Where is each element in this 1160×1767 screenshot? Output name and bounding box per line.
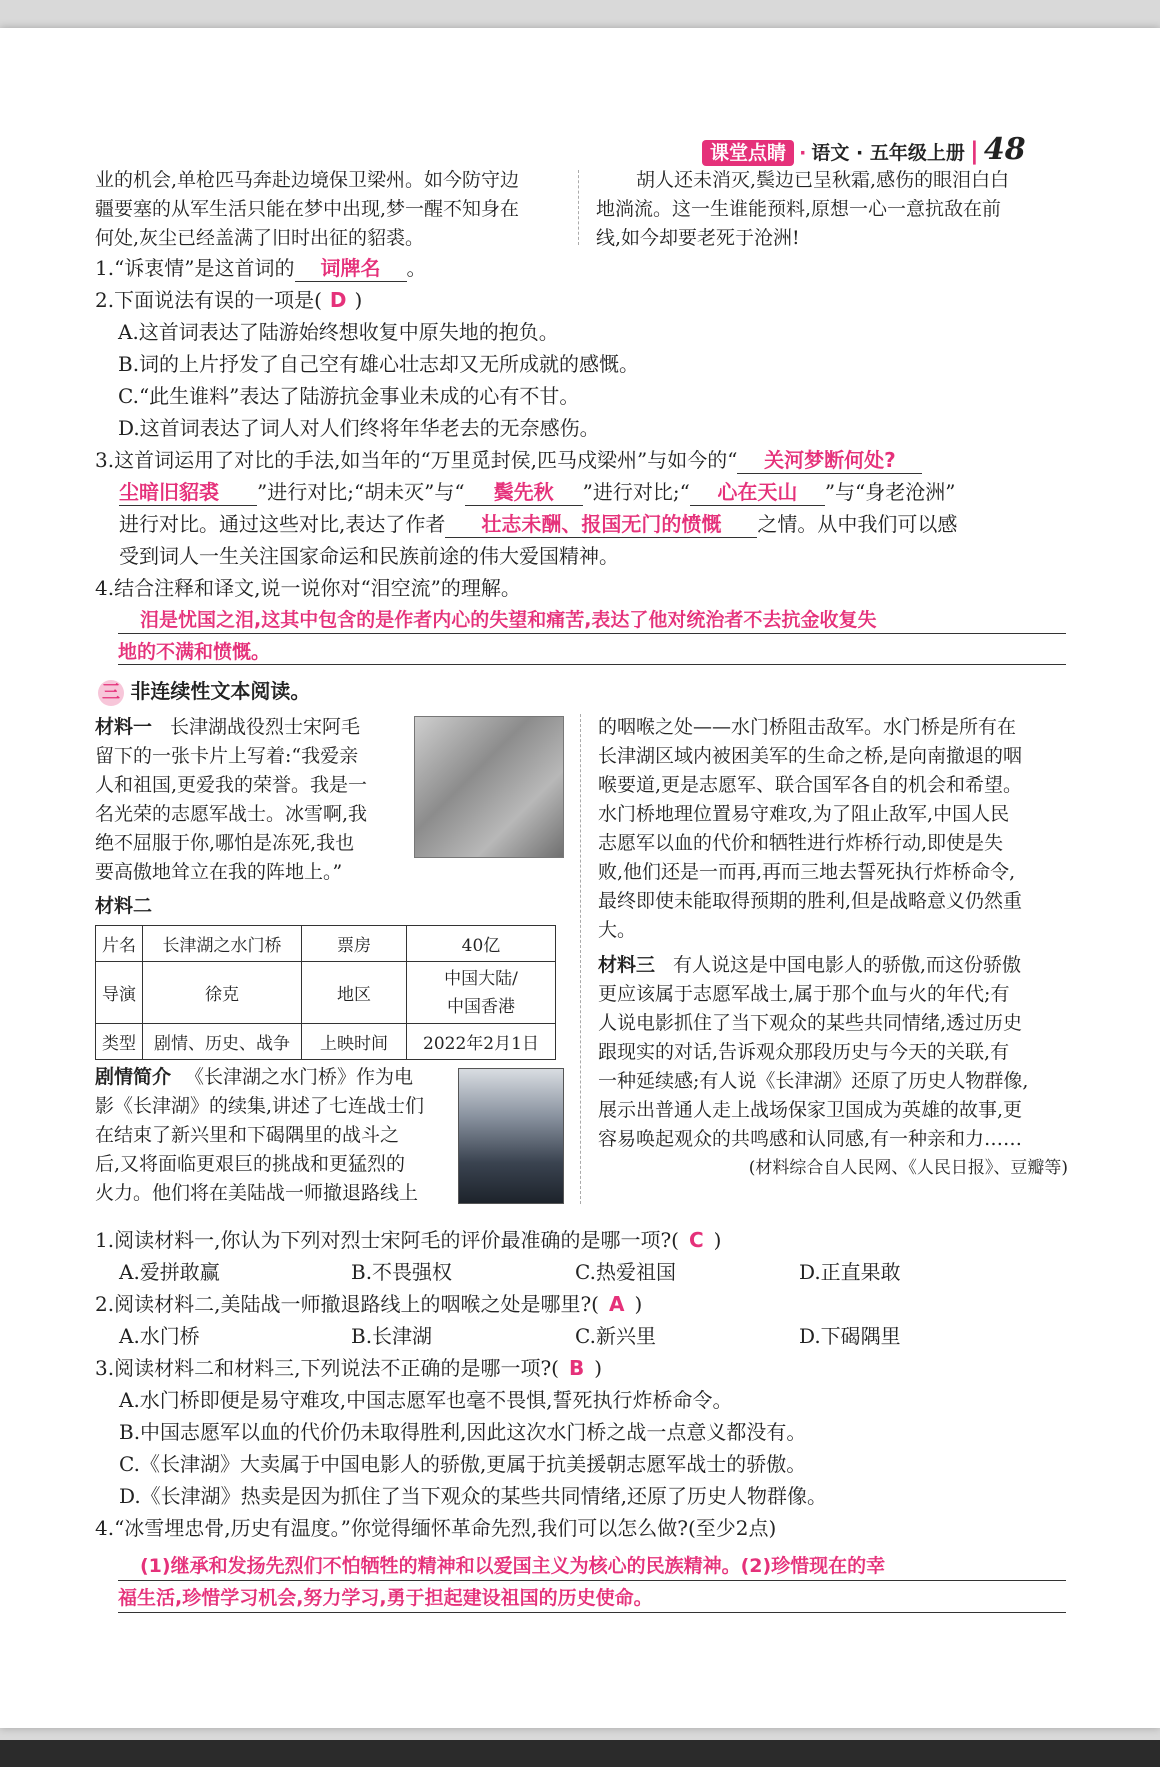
text-line: 地淌流。这一生谁能预料,原想一心一意抗敌在前 bbox=[596, 198, 1002, 220]
option-d: D.这首词表达了词人对人们终将年华老去的无奈感伤。 bbox=[118, 416, 600, 440]
option-b: B.词的上片抒发了自己空有雄心壮志却又无所成就的感慨。 bbox=[118, 352, 640, 376]
section-title: 非连续性文本阅读。 bbox=[130, 679, 311, 703]
option-b: B.长津湖 bbox=[351, 1324, 433, 1348]
option-d: D.正直果敢 bbox=[799, 1260, 901, 1284]
text-line: 《长津湖之水门桥》作为电 bbox=[185, 1066, 414, 1088]
text-line: 影《长津湖》的续集,讲述了七连战士们 bbox=[95, 1095, 425, 1117]
question-text: 3.这首词运用了对比的手法,如当年的“万里觅封侯,匹马戍梁州”与如今的“ bbox=[95, 448, 738, 472]
table-cell: 2022年2月1日 bbox=[407, 1024, 556, 1060]
question-text: 。 bbox=[406, 256, 427, 280]
question-text: ) bbox=[594, 1356, 603, 1380]
answer-line: 地的不满和愤慨。 bbox=[118, 641, 271, 663]
text-line: 展示出普通人走上战场保家卫国成为英雄的故事,更 bbox=[598, 1099, 1023, 1121]
option-b: B.不畏强权 bbox=[351, 1260, 453, 1284]
answer-blank bbox=[737, 447, 922, 474]
question-4 bbox=[95, 572, 521, 604]
text-line: 跟现实的对话,告诉观众那段历史与今天的关联,有 bbox=[598, 1041, 1010, 1063]
option-a: A.水门桥 bbox=[119, 1324, 200, 1348]
text-line: 疆要塞的从军生活只能在梦中出现,梦一醒不知身在 bbox=[95, 198, 520, 220]
table-cell: 徐克 bbox=[143, 962, 302, 1024]
question-text: ) bbox=[634, 1292, 643, 1316]
text-line: 人和祖国,更爱我的荣誉。我是一 bbox=[95, 774, 368, 796]
answer-text: A bbox=[608, 1292, 625, 1316]
text-line: 后,又将面临更艰巨的挑战和更猛烈的 bbox=[95, 1153, 406, 1175]
answer-line: 福生活,珍惜学习机会,努力学习,勇于担起建设祖国的历史使命。 bbox=[118, 1587, 653, 1609]
question-1-options bbox=[95, 1256, 1075, 1288]
answer-text: D bbox=[329, 288, 347, 312]
table-cell: 地区 bbox=[302, 962, 407, 1024]
question-text: 3.阅读材料二和材料三,下列说法不正确的是哪一项?( bbox=[95, 1356, 559, 1380]
table-cell: 长津湖之水门桥 bbox=[143, 926, 302, 962]
film-info-table bbox=[95, 925, 556, 1060]
cell-line: 中国香港 bbox=[447, 996, 515, 1017]
text-line: 败,他们还是一而再,再而三地去誓死执行炸桥命令, bbox=[598, 861, 1016, 883]
answer-text: 词牌名 bbox=[320, 256, 381, 280]
plot-summary bbox=[95, 1063, 455, 1208]
answer-text: 尘暗旧貂裘 bbox=[119, 480, 219, 504]
question-2-options bbox=[118, 316, 639, 444]
table-cell: 片名 bbox=[96, 926, 143, 962]
material-label: 材料三 bbox=[598, 954, 656, 976]
question-text: 2.下面说法有误的一项是( bbox=[95, 288, 322, 312]
page-number: 48 bbox=[983, 132, 1026, 167]
plot-label: 剧情简介 bbox=[95, 1066, 172, 1088]
question-3 bbox=[95, 444, 1075, 572]
question-1 bbox=[95, 252, 427, 284]
poem-left-column bbox=[95, 166, 575, 253]
text-line: 业的机会,单枪匹马奔赴边境保卫梁州。如今防守边 bbox=[95, 169, 520, 191]
question-text: ) bbox=[354, 288, 363, 312]
option-d: D.下碣隅里 bbox=[799, 1324, 901, 1348]
answer-blank bbox=[119, 479, 257, 506]
answer-text: 壮志未酬、报国无门的愤慨 bbox=[481, 512, 722, 536]
option-a: A.这首词表达了陆游始终想收复中原失地的抱负。 bbox=[118, 320, 559, 344]
table-cell bbox=[407, 962, 556, 1024]
question-text: 进行对比。通过这些对比,表达了作者 bbox=[119, 512, 446, 536]
answer-text: 心在天山 bbox=[717, 480, 798, 504]
answer-blank bbox=[465, 479, 583, 506]
material-label: 材料一 bbox=[95, 716, 153, 738]
option-d: D.《长津湖》热卖是因为抓住了当下观众的某些共同情绪,还原了历史人物群像。 bbox=[119, 1484, 828, 1508]
question-2-options bbox=[95, 1320, 1075, 1352]
table-cell: 导演 bbox=[96, 962, 143, 1024]
text-line: 喉要道,更是志愿军、联合国军各自的机会和希望。 bbox=[598, 774, 1023, 796]
question-text: 受到词人一生关注国家命运和民族前途的伟大爱国精神。 bbox=[119, 544, 619, 568]
text-line: 绝不屈服于你,哪怕是冻死,我也 bbox=[95, 832, 355, 854]
handwritten-card-photo bbox=[414, 716, 564, 858]
column-divider bbox=[580, 714, 581, 1204]
text-line: 何处,灰尘已经盖满了旧时出征的貂裘。 bbox=[95, 227, 425, 249]
answer-text: 关河梦断何处? bbox=[764, 448, 896, 472]
text-line: 要高傲地耸立在我的阵地上。” bbox=[95, 861, 343, 883]
text-line: 更应该属于志愿军战士,属于那个血与火的年代;有 bbox=[598, 983, 1010, 1005]
text-line: 的咽喉之处——水门桥阻击敌军。水门桥是所有在 bbox=[598, 716, 1017, 738]
poem-right-column bbox=[596, 166, 1076, 253]
question-text: 2.阅读材料二,美陆战一师撤退路线上的咽喉之处是哪里?( bbox=[95, 1292, 599, 1316]
header-title: 语文 · 五年级上册 bbox=[811, 142, 965, 164]
material-2-continued bbox=[598, 713, 1068, 945]
answer-text: 鬓先秋 bbox=[493, 480, 554, 504]
answer-underline bbox=[118, 1580, 1066, 1581]
question-4-answer bbox=[118, 1550, 1066, 1614]
text-line: 人说电影抓住了当下观众的某些共同情绪,透过历史 bbox=[598, 1012, 1023, 1034]
question-4-text: 4.“冰雪埋忠骨,历史有温度。”你觉得缅怀革命先烈,我们可以怎么做?(至少2点) bbox=[95, 1516, 777, 1540]
question-text: 1.阅读材料一,你认为下列对烈士宋阿毛的评价最准确的是哪一项?( bbox=[95, 1228, 679, 1252]
answer-blank bbox=[690, 479, 825, 506]
answer-underline bbox=[118, 633, 1066, 634]
table-cell: 票房 bbox=[302, 926, 407, 962]
text-line: 一种延续感;有人说《长津湖》还原了历史人物群像, bbox=[598, 1070, 1029, 1092]
page-header bbox=[702, 132, 1026, 167]
material-label: 材料二 bbox=[95, 895, 153, 917]
option-c: C.“此生谁料”表达了陆游抗金事业未成的心有不甘。 bbox=[118, 384, 580, 408]
option-b: B.中国志愿军以血的代价仍未取得胜利,因此这次水门桥之战一点意义都没有。 bbox=[119, 1420, 807, 1444]
header-separator: | bbox=[969, 137, 979, 165]
material-source: (材料综合自人民网、《人民日报》、豆瓣等) bbox=[748, 1158, 1068, 1178]
question-text: 4.结合注释和译文,说一说你对“泪空流”的理解。 bbox=[95, 576, 521, 600]
answer-blank bbox=[295, 255, 407, 282]
answer-line: (1)继承和发扬先烈们不怕牺牲的精神和以爱国主义为核心的民族精神。(2)珍惜现在的幸 bbox=[140, 1555, 886, 1577]
answer-underline bbox=[118, 1612, 1066, 1613]
table-cell: 类型 bbox=[96, 1024, 143, 1060]
text-line: 留下的一张卡片上写着:“我爱亲 bbox=[95, 745, 359, 767]
header-badge: 课堂点睛 bbox=[702, 140, 794, 166]
text-line: 容易唤起观众的共鸣感和认同感,有一种亲和力…… bbox=[598, 1128, 1023, 1150]
text-line: 水门桥地理位置易守难攻,为了阻止敌军,中国人民 bbox=[598, 803, 1010, 825]
option-c: C.新兴里 bbox=[575, 1324, 656, 1348]
option-c: C.《长津湖》大卖属于中国电影人的骄傲,更属于抗美援朝志愿军战士的骄傲。 bbox=[119, 1452, 807, 1476]
table-cell: 上映时间 bbox=[302, 1024, 407, 1060]
question-text: ”进行对比;“胡未灭”与“ bbox=[257, 480, 465, 504]
answer-text: B bbox=[568, 1356, 585, 1380]
question-4-answer bbox=[118, 604, 1066, 668]
movie-poster bbox=[458, 1068, 564, 1204]
material-3 bbox=[598, 951, 1068, 1183]
header-dot: · bbox=[799, 142, 807, 164]
section-number-badge: 三 bbox=[98, 680, 124, 706]
question-text: ”与“身老沧洲” bbox=[824, 480, 956, 504]
bottom-bar bbox=[0, 1740, 1160, 1767]
option-c: C.热爱祖国 bbox=[575, 1260, 676, 1284]
table-cell: 40亿 bbox=[407, 926, 556, 962]
column-divider bbox=[578, 170, 579, 245]
text-line: 胡人还未消灭,鬓边已呈秋霜,感伤的眼泪白白 bbox=[636, 169, 1010, 191]
text-line: 在结束了新兴里和下碣隅里的战斗之 bbox=[95, 1124, 400, 1146]
text-line: 志愿军以血的代价和牺牲进行炸桥行动,即使是失 bbox=[598, 832, 1004, 854]
option-a: A.爱拼敢赢 bbox=[119, 1260, 220, 1284]
question-text: 1.“诉衷情”是这首词的 bbox=[95, 256, 295, 280]
question-text: 之情。从中我们可以感 bbox=[757, 512, 958, 536]
text-line: 火力。他们将在美陆战一师撤退路线上 bbox=[95, 1182, 419, 1204]
cell-line: 中国大陆/ bbox=[444, 968, 518, 989]
text-line: 大。 bbox=[598, 919, 637, 941]
text-line: 有人说这是中国电影人的骄傲,而这份骄傲 bbox=[673, 954, 1022, 976]
question-text: ”进行对比;“ bbox=[582, 480, 690, 504]
question-text: ) bbox=[713, 1228, 722, 1252]
text-line: 名光荣的志愿军战士。冰雪啊,我 bbox=[95, 803, 368, 825]
question-2 bbox=[95, 284, 362, 316]
table-cell: 剧情、历史、战争 bbox=[143, 1024, 302, 1060]
option-a: A.水门桥即便是易守难攻,中国志愿军也毫不畏惧,誓死执行炸桥命令。 bbox=[119, 1388, 733, 1412]
section-3-heading bbox=[98, 676, 310, 706]
material-2-label bbox=[95, 892, 152, 921]
text-line: 线,如今却要老死于沧洲! bbox=[596, 227, 800, 249]
answer-text: C bbox=[688, 1228, 704, 1252]
text-line: 长津湖战役烈士宋阿毛 bbox=[170, 716, 361, 738]
answer-line: 泪是忧国之泪,这其中包含的是作者内心的失望和痛苦,表达了他对统治者不去抗金收复失 bbox=[140, 609, 877, 631]
text-line: 最终即使未能取得预期的胜利,但是战略意义仍然重 bbox=[598, 890, 1023, 912]
answer-blank bbox=[445, 511, 757, 538]
answer-underline bbox=[118, 664, 1066, 665]
text-line: 长津湖区域内被困美军的生命之桥,是向南撤退的咽 bbox=[598, 745, 1023, 767]
material-1 bbox=[95, 713, 415, 887]
reading-questions bbox=[95, 1224, 1075, 1544]
